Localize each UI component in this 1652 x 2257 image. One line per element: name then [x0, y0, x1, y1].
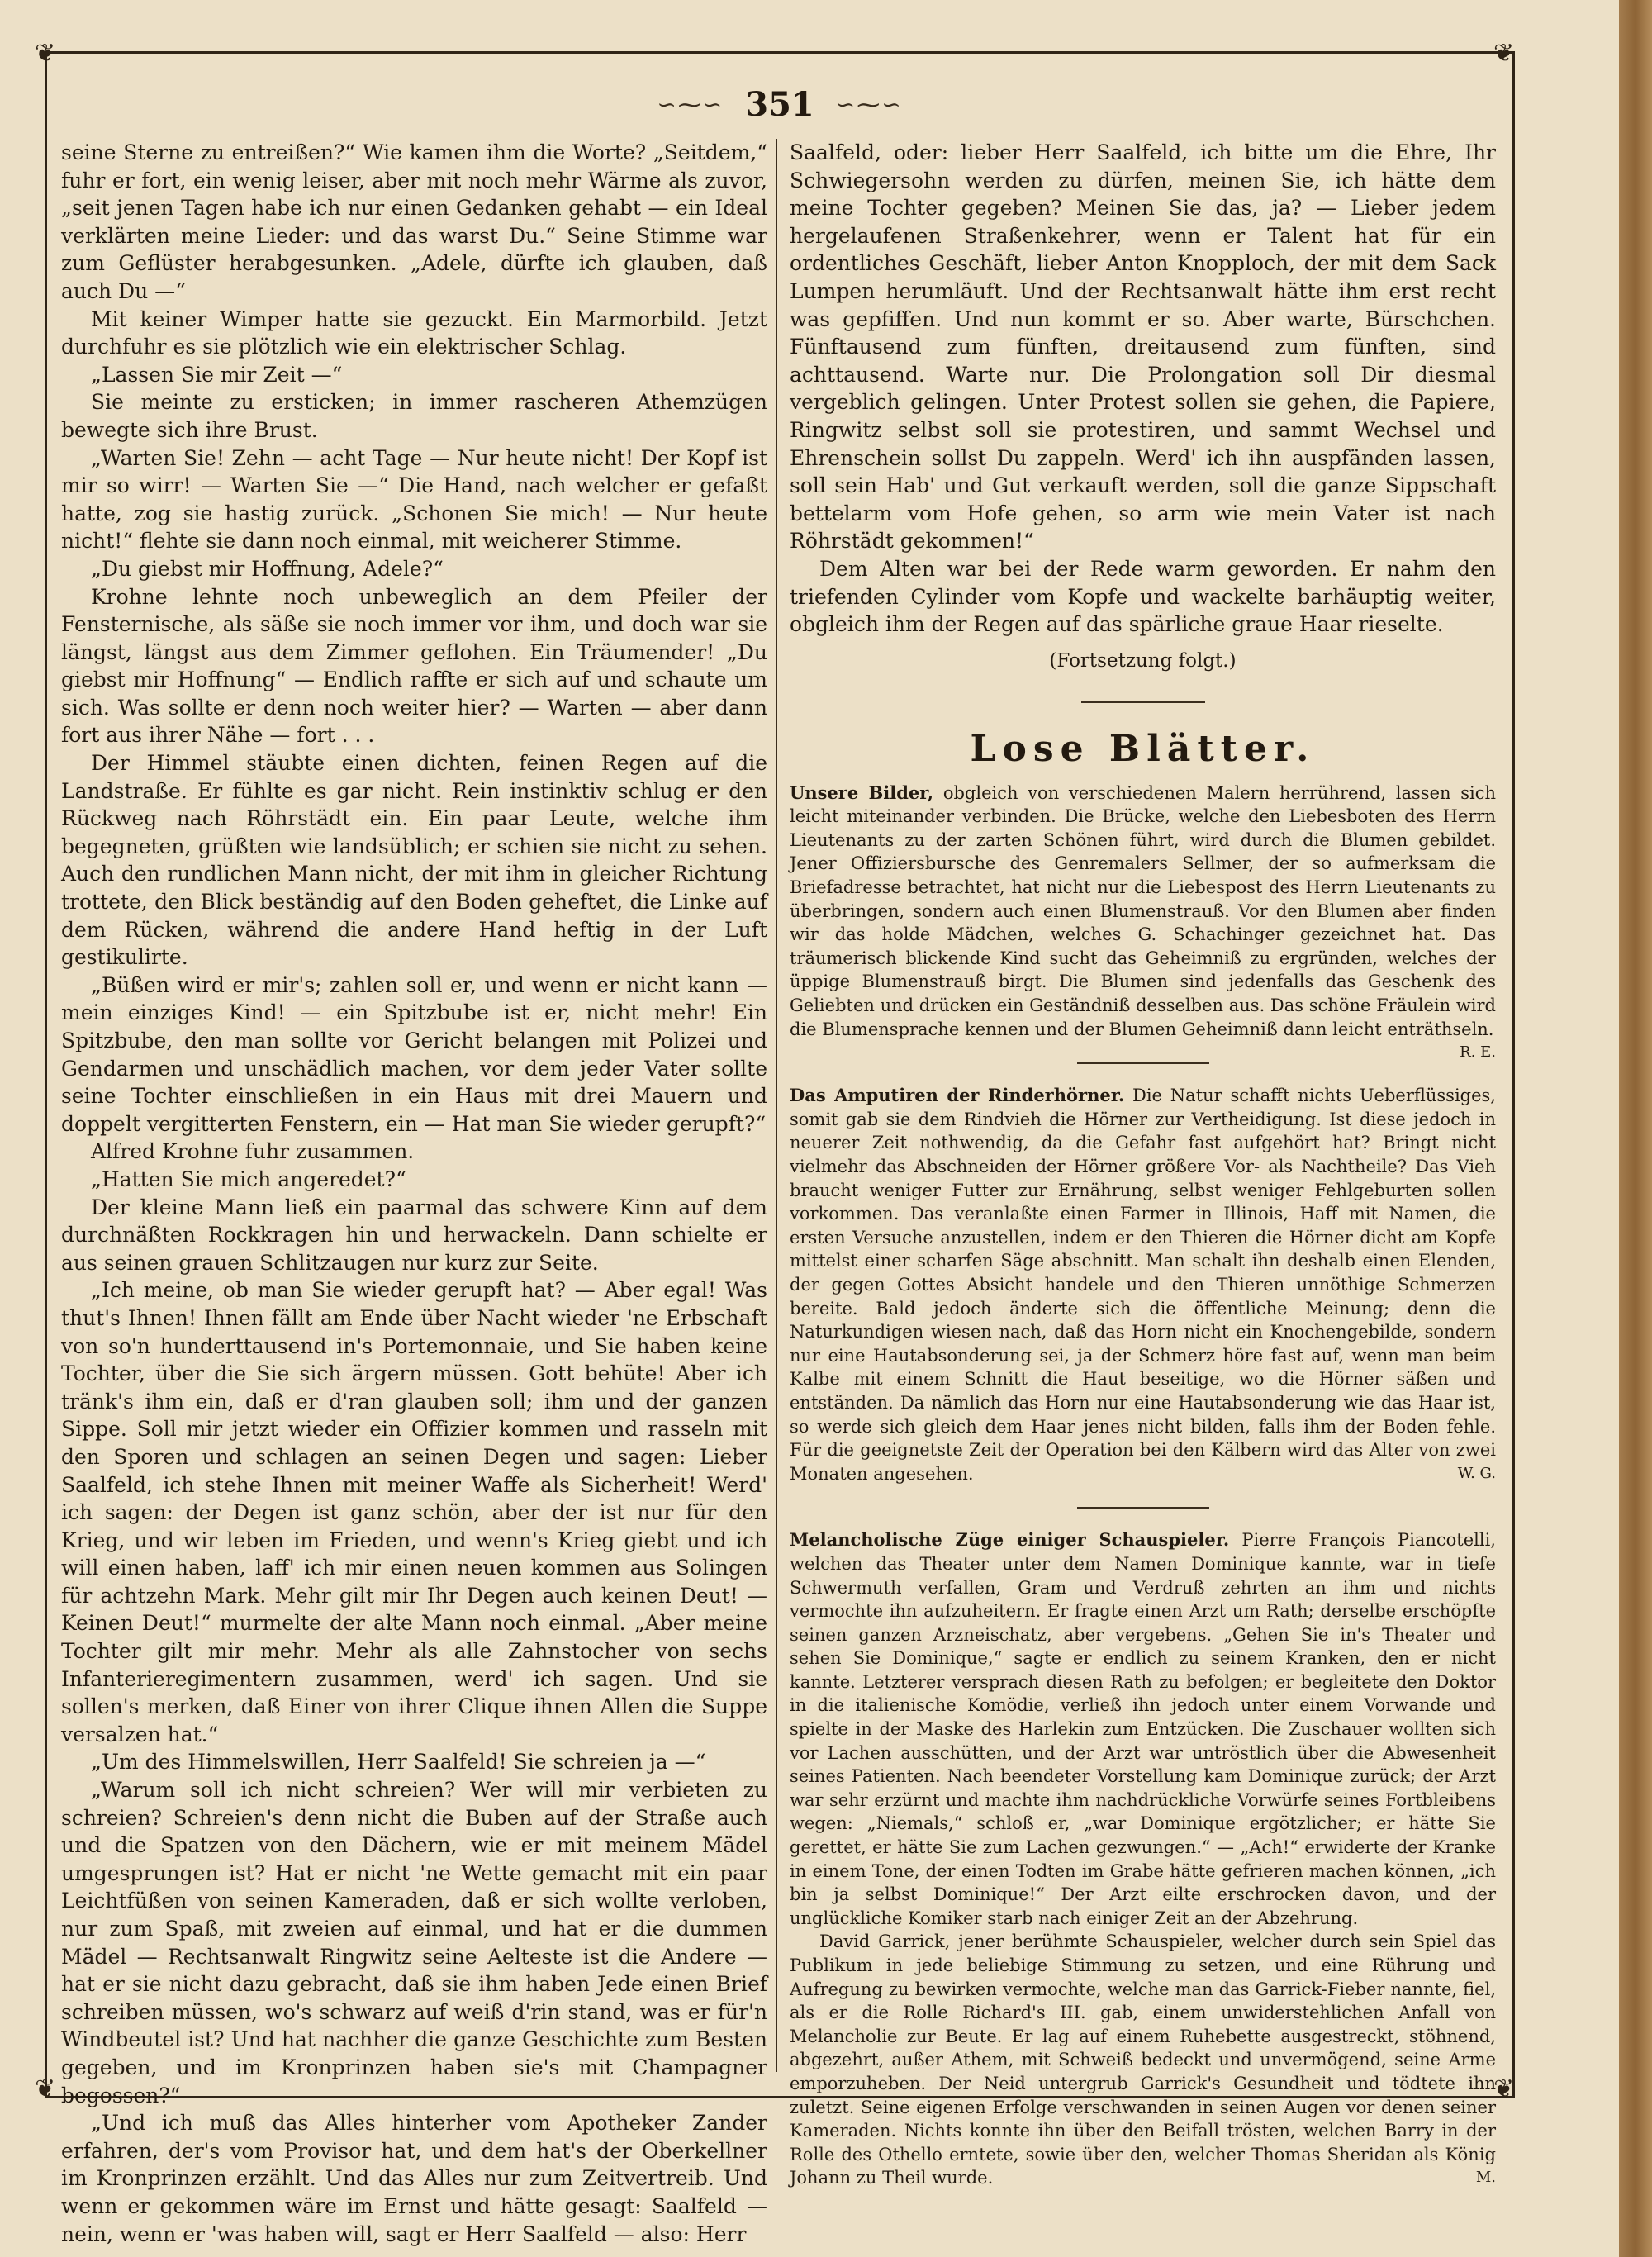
paragraph: Alfred Krohne fuhr zusammen.	[91, 1139, 415, 1164]
article-title: Das Amputiren der Rinderhörner.	[790, 1085, 1125, 1106]
flourish-right-icon: ∽⁓∽	[835, 90, 903, 118]
article-paragraph	[790, 782, 1496, 1062]
article-divider	[1077, 1507, 1209, 1509]
book-edge	[1619, 0, 1652, 2257]
article-text: Die Natur schafft nichts Ueberflüssiges, somit gab sie dem Rindvieh die Hörner zur Vertheidigung. Ist diese jedoch in neuerer Zeit nothwendig, da die Gefahr fast aufgehört hat? Bringt nicht vielmehr das Abschneiden der Hörner größere Vor- als Nachtheile? Das Vieh braucht weniger Futter zur Ernährung, selbst weniger Fehlgeburten sollen vorkommen. Das veranlaßte einen Farmer in Illinois, Haff mit Namen, die ersten Versuche anzustellen, indem er den Thieren die Hörner dicht am Kopfe mittelst einer scharfen Säge abschnitt. Man schalt ihn deshalb einen Elenden, der gegen Gottes Absicht handele und den Thieren unnöthige Schmerzen bereite. Bald jedoch änderte sich die öffentliche Meinung; denn die Naturkundigen wiesen nach, daß das Horn nicht ein Knochengebilde, sondern nur eine Hautabsonderung sei, ja der Schmerz höre fast auf, wenn man beim Kalbe mit einem Schnitt die Haut beseitige, wo die Hörner säßen und entständen. Da nämlich das Horn nur eine Hautabsonderung wie das Haar ist, so werde sich gleich dem Haar jenes nicht bilden, falls ihm der Boden fehle. Für die geeignetste Zeit der Operation bei den Kälbern wird das Alter von zwei Monaten angesehen.	[790, 1086, 1496, 1484]
paragraph: „Hatten Sie mich angeredet?“	[91, 1167, 406, 1191]
column-divider	[776, 139, 777, 2072]
section-divider	[1081, 701, 1205, 703]
paragraph: Der Himmel stäubte einen dichten, feinen Regen auf die Landstraße. Er fühlte es gar nicht. Rein instinktiv schlug er den Rückweg nach Röhrstädt ein. Ein paar Leute, welche ihm begegneten, grüßten wie landsüblich; er schien sie nicht zu sehen. Auch den rundlichen Mann nicht, der mit ihm in gleicher Richtung trottete, den Blick beständig auf den Boden geheftet, die Linke auf dem Rücken, während die andere Hand heftig in der Luft gestikulirte.	[61, 751, 767, 970]
section-title: Lose Blätter.	[970, 727, 1316, 770]
paragraph: „Ich meine, ob man Sie wieder gerupft hat? — Aber egal! Was thut's Ihnen! Ihnen fällt am Ende über Nacht wieder 'ne Erbschaft von so'n hunderttausend in's Portemonnaie, und Sie haben keine Tochter, über die Sie sich ärgern müssen. Gott behüte! Aber ich tränk's ihm ein, daß er d'ran glauben soll; ihm und der ganzen Sippe. Soll mir jetzt wieder ein Offizier kommen und rasseln mit den Sporen und schlagen an seinen Degen und sagen: Lieber Saalfeld, ich stehe Ihnen mit meiner Waffe als Sicherheit! Werd' ich sagen: der Degen ist ganz schön, aber der ist nur für den Krieg, und wir leben im Frieden, und wenn's Krieg giebt und ich will einen haben, laff' ich mir einen neuen kommen aus Solingen für achtzehn Mark. Mehr gilt mir Ihr Degen auch keinen Deut! — Keinen Deut!“ murmelte der alte Mann noch einmal. „Aber meine Tochter gilt mir mehr. Mehr als alle Zahnstocher von sechs Infanterieregimentern zusammen, werd' ich sagen. Und sie sollen's merken, daß Einer von ihrer Clique ihnen Allen die Suppe versalzen hat.“	[61, 1278, 767, 1746]
paragraph: „Warten Sie! Zehn — acht Tage — Nur heute nicht! Der Kopf ist mir so wirr! — Warten Sie —“ Die Hand, nach welcher er gefaßt hatte, zog sie hastig zurück. „Schonen Sie mich! — Nur heute nicht!“ flehte sie dann noch einmal, mit weicherer Stimme.	[61, 445, 767, 554]
corner-ornament-icon: ❦	[35, 2074, 56, 2103]
paragraph: Mit keiner Wimper hatte sie gezuckt. Ein Marmorbild. Jetzt durchfuhr es sie plötzlich wie ein elektrischer Schlag.	[61, 306, 767, 359]
paragraph: Der kleine Mann ließ ein paarmal das schwere Kinn auf dem durchnäßten Rockkragen hin und herwackeln. Dann schielte er aus seinen grauen Schlitzaugen nur kurz zur Seite.	[61, 1195, 767, 1275]
paragraph: Dem Alten war bei der Rede warm geworden. Er nahm den triefenden Cylinder vom Kopfe und wackelte barhäuptig weiter, obgleich ihm der Regen auf das spärliche graue Haar rieselte.	[790, 556, 1496, 637]
article-rinderhoerner	[790, 1084, 1496, 1485]
paragraph: „Warum soll ich nicht schreien? Wer will mir verbieten zu schreien? Schreien's denn nicht die Buben auf der Straße auch und die Spatzen von den Dächern, wie er mit meinem Mädel umgesprungen ist? Hat er nicht 'ne Wette gemacht mit ein paar Leichtfüßen von seinen Kameraden, daß er sich wollte verloben, nur zum Spaß, mit zweien auf einmal, und hat er die dummen Mädel — Rechtsanwalt Ringwitz seine Aelteste ist die Andere — hat er sie nicht dazu gebracht, daß sie ihm haben Jede einen Brief schreiben müssen, wo's schwarz auf weiß d'rin stand, was er für'n Windbeutel ist? Und hat nachher die ganze Geschichte zum Besten gegeben, und im Kronprinzen haben sie's mit Champagner begossen?“	[61, 1778, 767, 2107]
paragraph: „Du giebst mir Hoffnung, Adele?“	[91, 556, 444, 581]
paragraph: „Um des Himmelswillen, Herr Saalfeld! Sie schreien ja —“	[91, 1750, 706, 1775]
page-header	[45, 79, 1515, 129]
paragraph: Saalfeld, oder: lieber Herr Saalfeld, ich bitte um die Ehre, Ihr Schwiegersohn werden zu dürfen, meinen Sie, ich hätte dem meine Tochter gegeben? Meinen Sie das, ja? — Lieber jedem hergelaufenen Straßenkehrer, wenn er Talent hat für ein ordentliches Geschäft, lieber Anton Knopploch, der mit dem Sack Lumpen herumläuft. Und der Rechtsanwalt hätte ihm erst recht was gepfiffen. Und nun kommt er so. Aber warte, Bürschchen. Fünftausend zum fünften, dreitausend zum fünften, sind achttausend. Warte nur. Die Prolongation soll Dir diesmal vergeblich gelingen. Unter Protest sollen sie gehen, die Papiere, Ringwitz selbst soll sie protestiren, und sammt Wechsel und Ehrenschein sollst Du zappeln. Werd' ich ihn auspfänden lassen, soll sein Hab' und Gut verkauft werden, soll die ganze Sippschaft bettelarm vom Hofe gehen, so arm wie mein Vater ist nach Röhrstädt gekommen!“	[790, 140, 1496, 554]
article-text: David Garrick, jener berühmte Schauspieler, welcher durch sein Spiel das Publikum in jede beliebige Stimmung zu setzen, und eine Rührung und Aufregung zu bewirken vermochte, welche man das Garrick-Fieber nannte, fiel, als er die Rolle Richard's III. gab, einem unwiderstehlichen Anfall von Melancholie zur Beute. Er lag auf einem Ruhebette ausgestreckt, stöhnend, abgezehrt, außer Athem, mit Schweiß bedeckt und unvermögend, seine Arme emporzuheben. Der Neid untergrub Garrick's Gesundheit und tödtete ihn zuletzt. Seine eigenen Erfolge verschwanden in seinen Augen vor denen seiner Kameraden. Nichts konnte ihn über den Beifall trösten, welchen Barry in der Rolle des Othello erntete, sowie über den, welcher Thomas Sheridan als König Johann zu Theil wurde.	[790, 1932, 1496, 2188]
corner-ornament-icon: ❦	[1493, 2074, 1515, 2103]
article-signature: W. G.	[1457, 1464, 1496, 1482]
article-paragraph	[790, 1084, 1496, 1485]
story-continuation	[790, 139, 1496, 639]
article-divider	[1077, 1062, 1209, 1064]
article-title: Melancholische Züge einiger Schauspieler.	[790, 1529, 1230, 1551]
corner-ornament-icon: ❦	[1493, 39, 1515, 68]
article-text: obgleich von verschiedenen Malern herrührend, lassen sich leicht miteinander verbinden. Die Brücke, welche den Liebesboten des Herrn Lieutenants zu der zarten Schönen führt, wird durch die Blumen gebildet. Jener Offiziersbursche des Genremalers Sellmer, der so aufmerksam die Briefadresse betrachtet, hat nicht nur die Liebespost des Herrn Lieutenants zu überbringen, sondern auch einen Blumenstrauß. Vor den Blumen aber finden wir das holde Mädchen, welches G. Schachinger gezeichnet hat. Das träumerisch blickende Kind sucht das Geheimniß zu ergründen, welches der üppige Blumenstrauß birgt. Die Blumen sind jedenfalls das Geschenk des Geliebten und drücken ein Geständniß desselben aus. Das schöne Fräulein wird die Blumensprache kennen und der Blumen Geheimniß dann leicht enträthseln.	[790, 782, 1496, 1039]
article-text: Pierre François Piancotelli, welchen das Theater unter dem Namen Dominique kannte, war in tiefe Schwermuth verfallen, Gram und Verdruß zehrten an ihm und nichts vermochte ihn aufzuheitern. Er fragte einen Arzt um Rath; derselbe erschöpfte seinen ganzen Arzneischatz, aber vergebens. „Gehen Sie in's Theater und sehen Sie Dominique,“ sagte er endlich zu seinem Kranken, den er nicht kannte. Letzterer versprach diesen Rath zu befolgen; er begleitete den Doktor in die italienische Komödie, verließ ihn jedoch unter einem Vorwande und spielte in der Maske des Harlekin zum Entzücken. Die Zuschauer wollten sich vor Lachen ausschütten, und der Arzt war untröstlich über die Abwesenheit seines Patienten. Nach beendeter Vorstellung kam Dominique zurück; der Arzt war sehr erzürnt und machte ihm nachdrückliche Vorwürfe seines Fortbleibens wegen: „Niemals,“ schloß er, „war Dominique ergötzlicher; er hätte Sie gerettet, er hätte Sie zum Lachen gezwungen.“ — „Ach!“ erwiderte der Kranke in einem Tone, der einen Todten im Grabe hätte gefrieren machen können, „ich bin ja selbst Dominique!“ Der Arzt eilte erschrocken davon, und der unglückliche Komiker starb nach einiger Zeit an der Abzehrung.	[790, 1530, 1496, 1928]
article-signature: R. E.	[1460, 1043, 1496, 1062]
flourish-left-icon: ∽⁓∽	[657, 90, 724, 118]
right-column	[790, 139, 1496, 2190]
paragraph: Sie meinte zu ersticken; in immer rascheren Athemzügen bewegte sich ihre Brust.	[61, 390, 767, 442]
left-column	[61, 139, 767, 2248]
article-schauspieler	[790, 1528, 1496, 2190]
paragraph: „Büßen wird er mir's; zahlen soll er, und wenn er nicht kann — mein einziges Kind! — ein Spitzbube ist er, nicht mehr! Ein Spitzbube, den man sollte vor Gericht belangen mit Polizei und Gendarmen und unschädlich machen, vor dem jeder Vater sollte seine Tochter einschließen in ein Haus mit drei Mauern und doppelt vergitterten Fenstern, ein — Hat man Sie wieder gerupft?“	[61, 972, 767, 1136]
article-paragraph	[790, 1528, 1496, 1930]
paragraph: „Und ich muß das Alles hinterher vom Apotheker Zander erfahren, der's vom Provisor hat, und dem hat's der Oberkellner im Kronprinzen erzählt. Und das Alles nur zum Zeitvertreib. Und wenn er gekommen wäre im Ernst und hätte gesagt: Saalfeld — nein, wenn er 'was haben will, sagt er Herr Saalfeld — also: Herr	[61, 2111, 767, 2246]
paragraph: seine Sterne zu entreißen?“ Wie kamen ihm die Worte? „Seitdem,“ fuhr er fort, ein wenig leiser, aber mit noch mehr Wärme als zuvor, „seit jenen Tagen habe ich nur einen Gedanken gehabt — ein Ideal verklärten meine Lieder: und das warst Du.“ Seine Stimme war zum Geflüster herabgesunken. „Adele, dürfte ich glauben, daß auch Du —“	[61, 140, 767, 303]
continuation-note: (Fortsetzung folgt.)	[1049, 649, 1237, 672]
page-number: 351	[745, 84, 814, 124]
article-unsere-bilder	[790, 782, 1496, 1062]
article-signature: M.	[1475, 2169, 1496, 2187]
article-paragraph	[790, 1930, 1496, 2190]
paragraph: „Lassen Sie mir Zeit —“	[91, 362, 343, 387]
paragraph: Krohne lehnte noch unbeweglich an dem Pfeiler der Fensternische, als säße sie noch immer vor ihm, und doch war sie längst, längst aus dem Zimmer geflohen. Ein Träumender! „Du giebst mir Hoffnung“ — Endlich raffte er sich auf und schaute um sich. Was sollte er denn noch weiter hier? — Warten — aber dann fort aus ihrer Nähe — fort . . .	[61, 584, 767, 748]
article-title: Unsere Bilder,	[790, 782, 934, 803]
corner-ornament-icon: ❦	[35, 39, 56, 68]
